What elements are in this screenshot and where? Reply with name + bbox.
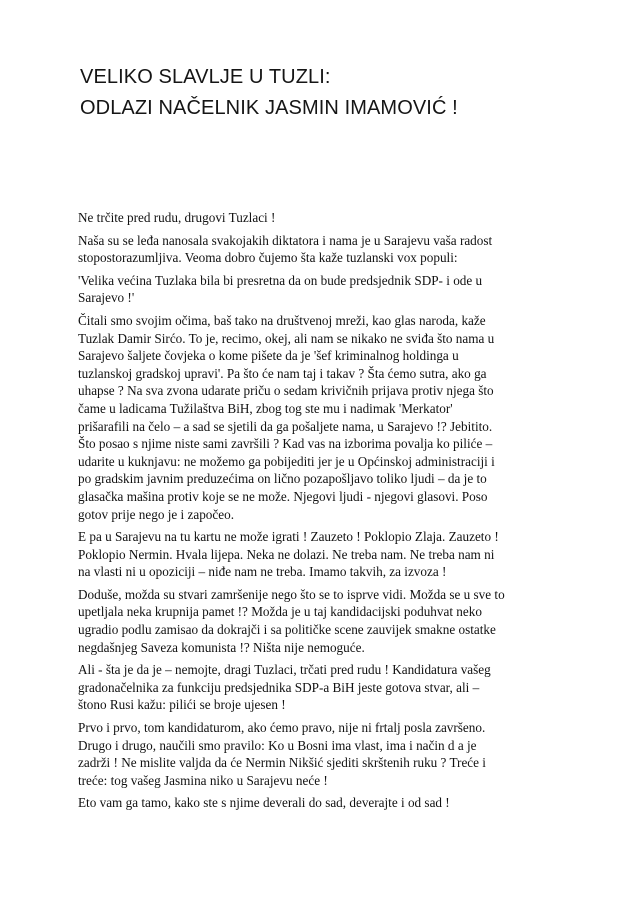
paragraph-line: gradonačelnika za funkciju predsjednika SDP-a BiH jeste gotova stvar, ali – <box>78 679 480 695</box>
paragraph <box>78 661 568 714</box>
paragraph <box>78 232 568 267</box>
title-line-1: VELIKO SLAVLJE U TUZLI: <box>80 66 331 88</box>
paragraph <box>78 586 568 656</box>
paragraph-line: Eto vam ga tamo, kako ste s njime deverali do sad, deverajte i od sad ! <box>78 795 450 811</box>
paragraph-line: Doduše, možda su stvari zamršenije nego što se to isprve vidi. Možda se u sve to <box>78 586 505 602</box>
paragraph-line: Prvo i prvo, tom kandidaturom, ako ćemo pravo, nije ni frtalj posla završeno. <box>78 720 486 736</box>
paragraph-line: stopostorazumljiva. Veoma dobro čujemo šta kaže tuzlanski vox populi: <box>78 250 458 266</box>
paragraph-line: treće: tog vašeg Jasmina niko u Sarajevu neće ! <box>78 772 328 788</box>
paragraph-line: Ali - šta je da je – nemojte, dragi Tuzlaci, trčati pred rudu ! Kandidatura vašeg <box>78 662 491 678</box>
paragraph-line: Drugo i drugo, naučili smo pravilo: Ko u Bosni ima vlast, ima i način d a je <box>78 737 477 753</box>
paragraph-line: Sarajevo !' <box>78 290 135 306</box>
paragraph-line: štono Rusi kažu: pilići se broje ujesen ! <box>78 697 286 713</box>
paragraph-line: 'Velika većina Tuzlaka bila bi presretna da on bude predsjednik SDP- i ode u <box>78 272 483 288</box>
paragraph <box>78 528 568 581</box>
paragraph <box>78 272 568 307</box>
paragraph-line: Poklopio Nermin. Hvala lijepa. Neka ne dolazi. Ne treba nam. Ne treba nam ni <box>78 546 495 562</box>
paragraph-line: udarite u kuknjavu: ne možemo ga pobijediti jer je u Općinskoj administraciji i <box>78 453 495 469</box>
paragraph-line: Čitali smo svojim očima, baš tako na društvenoj mreži, kao glas naroda, kaže <box>78 312 486 328</box>
paragraph-line: Naša su se leđa nanosala svakojakih diktatora i nama je u Sarajevu vaša radost <box>78 232 493 248</box>
paragraph <box>78 719 568 789</box>
paragraph <box>78 209 568 227</box>
paragraph-line: Ne trčite pred rudu, drugovi Tuzlaci ! <box>78 210 276 225</box>
paragraph <box>78 794 568 812</box>
paragraph-line: uhapse ? Na sva zvona udarate priču o sedam krivičnih prijava protiv njega što <box>78 383 494 399</box>
paragraph-line: prišarafili na čelo – a sad se sjetili da ga pošaljete nama, u Sarajevo !? Jebitito. <box>78 418 493 434</box>
paragraph-line: upetljala neka krupnija pamet !? Možda je u taj kandidacijski poduhvat neko <box>78 604 482 620</box>
article-title <box>80 62 580 124</box>
paragraph-line: tuzlanskoj gradskoj upravi'. Pa što će nam taj i takav ? Šta ćemo sutra, ako ga <box>78 365 487 381</box>
paragraph-line: gotov prije nego je i započeo. <box>78 506 234 522</box>
paragraph-line: ugradio podlu zamisao da dokrajči i sa političke scene zauvijek smakne ostatke <box>78 622 496 638</box>
paragraph-line: E pa u Sarajevu na tu kartu ne može igrati ! Zauzeto ! Poklopio Zlaja. Zauzeto ! <box>78 529 499 545</box>
paragraph-line: negdašnjeg Saveza komunista !? Ništa nije nemoguće. <box>78 639 365 655</box>
paragraph-line: Sarajevo šaljete čovjeka o kome pišete da je 'šef kriminalnog holdinga u <box>78 348 459 364</box>
paragraph-line: Što posao s njime niste sami završili ? Kad vas na izborima povalja ko piliće – <box>78 436 493 452</box>
title-line-2: ODLAZI NAČELNIK JASMIN IMAMOVIĆ ! <box>80 97 458 119</box>
paragraph-line: glasačka mašina protiv koje se ne može. Njegovi ljudi - njegovi glasovi. Poso <box>78 488 488 504</box>
paragraph-line: na vlasti ni u opoziciji – niđe nam ne treba. Imamo takvih, za izvoza ! <box>78 564 447 580</box>
paragraph-line: zadrži ! Ne mislite valjda da će Nermin Nikšić sjediti skrštenih ruku ? Treće i <box>78 755 486 771</box>
paragraph-line: po gradskim javnim preduzećima on lično pozapošljavo toliko ljudi – da je to <box>78 471 487 487</box>
article-body <box>78 209 568 817</box>
paragraph <box>78 312 568 523</box>
paragraph-line: Tuzlak Damir Sirćo. To je, recimo, okej, ali nam se nikako ne sviđa što nama u <box>78 330 495 346</box>
paragraph-line: čame u ladicama Tužilaštva BiH, zbog tog ste mu i nadimak 'Merkator' <box>78 400 453 416</box>
